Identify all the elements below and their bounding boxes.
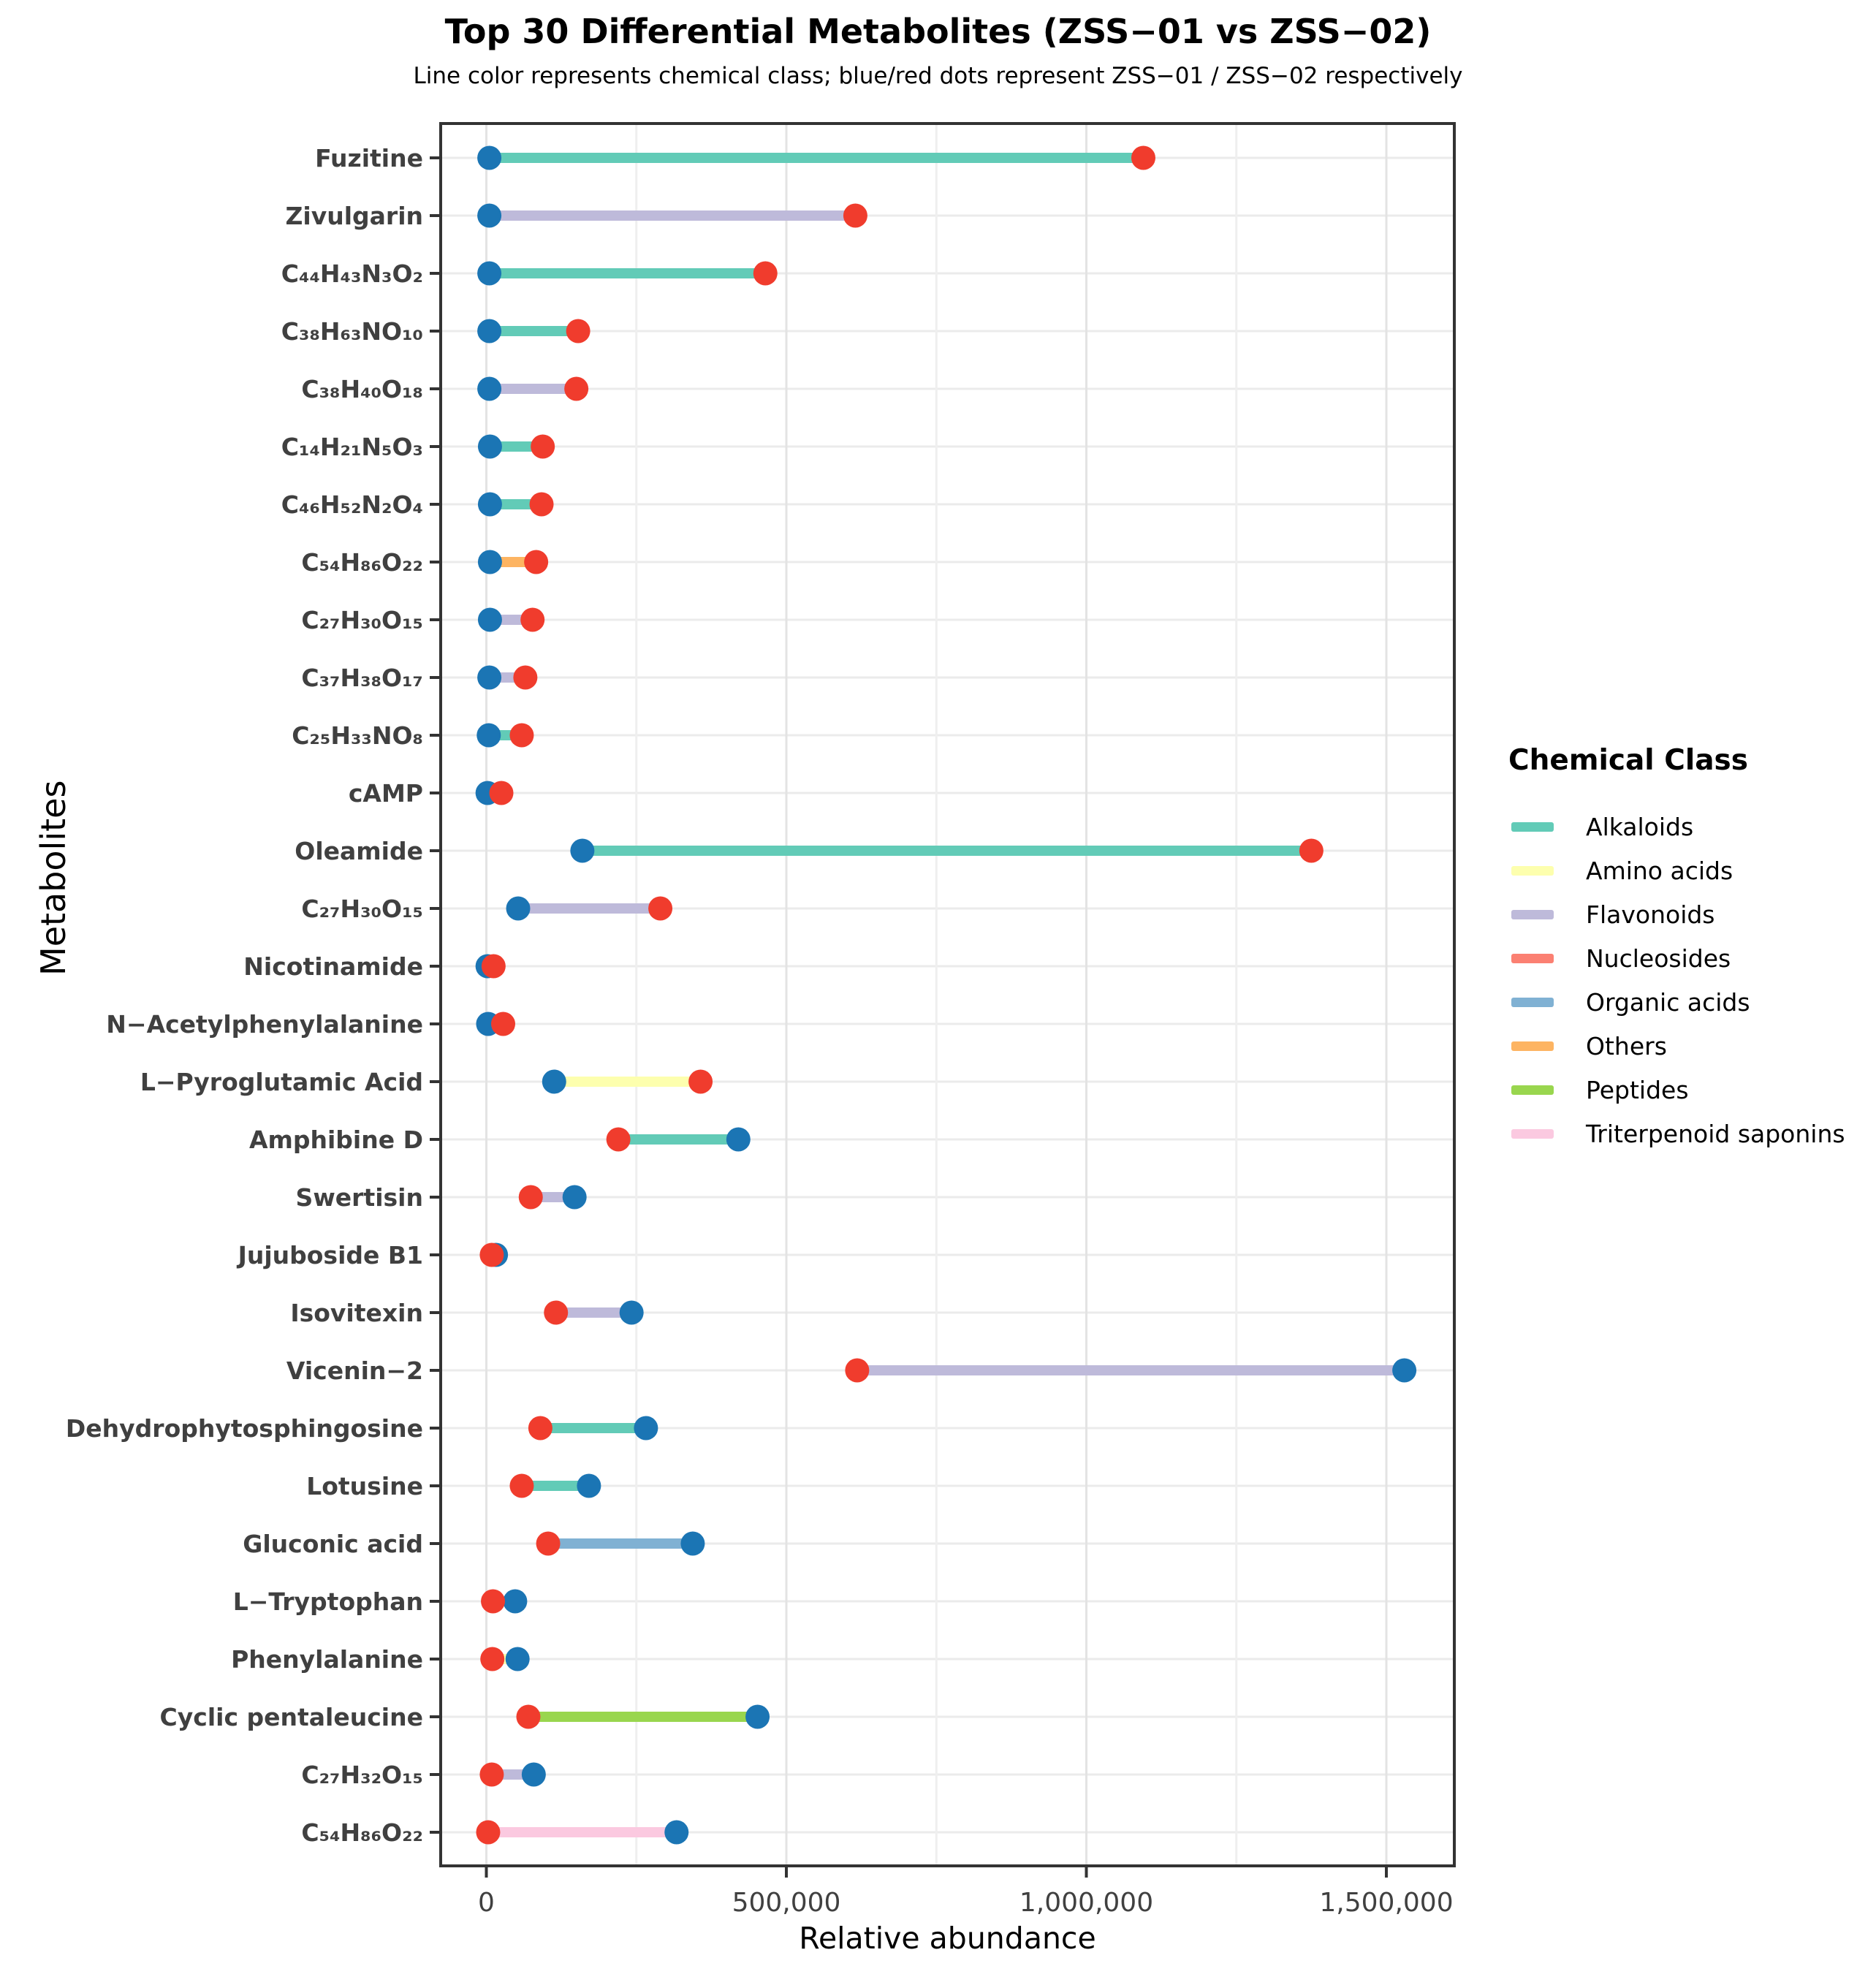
y-tick-label: C₅₄H₈₆O₂₂ [301,1818,423,1847]
dot-zss02 [531,435,555,459]
dot-zss01 [1392,1359,1416,1383]
dot-zss02 [513,666,537,690]
legend-item [1503,892,1876,936]
y-tick-label: Fuzitine [315,144,423,172]
metabolite-dumbbell-chart: Top 30 Differential Metabolites (ZSS−01 vs ZSS−02) Line color represents chemical class; blue/red dots represent ZSS−01 / ZSS−02 respectively Fuzitine Zivulgarin C₄₄H₄₃N₃O₂ C₃₈H₆₃NO₁₀ C₃₈H₄₀O₁₈ C₁₄H₂₁N₅O₃ C₄₆H₅₂N₂O₄ C₅₄H₈₆O₂₂ C₂₇H₃₀O₁₅ C₃₇H₃₈O₁₇ C₂₅H₃₃NO₈ cAMP Oleamide C₂₇H₃₀O₁₅ Nicotinamide N−Acetylphenylalanine L−Pyroglutamic Acid Amphibine D Swertisin Jujuboside B1 Isovitexin Vicenin−2 Dehydrophytosphingosine Lotusine Gluconic acid L−Tryptophan Phenylalanine Cyclic pentaleucine C₂₇H₃₂O₁₅ C₅₄H₈₆O₂₂ 0 500,000 1,000,000 1,500,000 Metabolites Relative abundance Chemical Class Alkaloids Amino acids Flavonoids Nucleosides Organic acids Others Peptides Triterpenoid saponins [0,0,1876,1966]
y-tick-label: Gluconic acid [243,1530,423,1558]
dot-zss01 [577,1474,601,1498]
dot-zss02 [536,1532,561,1556]
dot-zss01 [477,262,501,286]
legend-label: Nucleosides [1586,944,1731,973]
x-tick-label: 500,000 [732,1888,841,1918]
dot-zss01 [745,1705,770,1729]
x-tick-label: 1,000,000 [1019,1888,1154,1918]
dot-zss01 [478,435,502,459]
dot-zss02 [1131,146,1155,170]
y-tick-label: cAMP [348,779,423,808]
y-tick-label: Phenylalanine [231,1645,423,1674]
legend-item [1503,1068,1876,1112]
y-tick-label: Isovitexin [290,1299,423,1327]
dot-zss02 [524,550,548,574]
dot-zss02 [482,954,506,979]
dot-zss01 [620,1301,644,1325]
dot-zss02 [479,1763,504,1787]
legend-swatch-flavonoids [1511,910,1554,919]
y-tick-label: Zivulgarin [285,202,423,230]
dot-zss01 [477,146,501,170]
y-tick-label: C₃₇H₃₈O₁₇ [301,664,423,692]
legend-swatch-others [1511,1041,1554,1051]
dot-zss02 [688,1070,713,1094]
dot-zss01 [477,666,501,690]
x-tick-label: 0 [478,1888,495,1918]
legend-items [1503,805,1876,1155]
dot-zss02 [564,377,588,401]
y-tick-label: C₂₇H₃₂O₁₅ [301,1761,423,1789]
dot-zss01 [680,1532,705,1556]
dot-zss01 [664,1821,688,1845]
y-tick-label: Jujuboside B1 [238,1241,423,1269]
y-tick-label: Swertisin [295,1183,423,1212]
legend-title: Chemical Class [1508,744,1748,777]
y-tick-label: C₅₄H₈₆O₂₂ [301,548,423,577]
dot-zss01 [478,493,502,517]
dot-zss02 [509,1474,533,1498]
legend-label: Others [1586,1031,1667,1060]
dot-zss01 [477,319,501,344]
dot-zss02 [648,897,672,921]
dot-zss01 [477,204,501,228]
dot-zss01 [726,1128,751,1152]
legend-label: Organic acids [1586,987,1750,1017]
y-tick-label: Lotusine [306,1472,423,1500]
chart-title: Top 30 Differential Metabolites (ZSS−01 vs ZSS−02) [444,12,1432,51]
y-tick-label: Cyclic pentaleucine [159,1703,423,1731]
dot-zss02 [519,1185,543,1210]
y-tick-label: C₄₆H₅₂N₂O₄ [281,490,423,519]
dot-zss01 [570,839,594,863]
y-tick-label: L−Tryptophan [232,1587,423,1616]
legend-label: Amino acids [1586,856,1733,885]
legend-swatch-nucleosides [1511,954,1554,963]
legend-item [1503,805,1876,849]
dot-zss01 [506,897,531,921]
legend-label: Triterpenoid saponins [1586,1119,1845,1148]
dot-zss02 [516,1705,540,1729]
legend-item [1503,936,1876,980]
y-tick-label: C₃₈H₆₃NO₁₀ [281,317,423,346]
dot-zss02 [509,724,533,748]
legend-swatch-organic-acids [1511,998,1554,1007]
dot-zss01 [506,1647,530,1671]
dot-zss01 [542,1070,566,1094]
dot-zss02 [490,781,514,805]
dot-zss01 [476,724,501,748]
panel-background [441,124,1454,1866]
dot-zss01 [522,1763,546,1787]
x-axis-title: Relative abundance [799,1921,1096,1956]
y-tick-label: C₁₄H₂₁N₅O₃ [281,433,423,461]
dot-zss01 [478,608,502,632]
dot-zss02 [1299,839,1324,863]
legend-label: Flavonoids [1586,900,1715,929]
dot-zss02 [491,1012,515,1036]
y-tick-label: N−Acetylphenylalanine [106,1010,423,1039]
chart-subtitle: Line color represents chemical class; blue/red dots represent ZSS−01 / ZSS−02 respectively [413,63,1463,89]
y-tick-label: C₂₇H₃₀O₁₅ [301,606,423,634]
dot-zss02 [544,1301,568,1325]
legend-item [1503,1112,1876,1155]
dot-zss02 [607,1128,631,1152]
y-tick-label: C₃₈H₄₀O₁₈ [301,375,423,403]
y-tick-label: Nicotinamide [243,952,423,981]
legend-swatch-amino-acids [1511,866,1554,876]
dot-zss02 [479,1243,504,1267]
dot-zss02 [843,204,867,228]
legend-swatch-triterpenoid-saponins [1511,1129,1554,1139]
y-tick-label: Dehydrophytosphingosine [65,1414,423,1443]
y-tick-label: C₂₅H₃₃NO₈ [292,721,423,750]
legend [1503,744,1876,1155]
dot-zss01 [634,1416,658,1441]
dot-zss02 [530,493,554,517]
dot-zss01 [503,1590,527,1614]
legend-label: Peptides [1586,1075,1689,1104]
legend-item [1503,849,1876,892]
dot-zss02 [528,1416,552,1441]
dot-zss01 [563,1185,587,1210]
dot-zss01 [478,550,502,574]
y-tick-label: Amphibine D [248,1126,423,1154]
legend-swatch-alkaloids [1511,822,1554,832]
y-tick-label: C₂₇H₃₀O₁₅ [301,895,423,923]
y-tick-label: L−Pyroglutamic Acid [140,1068,423,1096]
dot-zss02 [481,1590,505,1614]
y-tick-label: C₄₄H₄₃N₃O₂ [281,259,423,288]
dot-zss02 [520,608,544,632]
x-tick-label: 1,500,000 [1319,1888,1454,1918]
dot-zss02 [480,1647,504,1671]
dot-zss02 [845,1359,869,1383]
dot-zss01 [477,377,501,401]
dot-zss02 [566,319,590,344]
legend-swatch-peptides [1511,1085,1554,1095]
y-tick-label: Oleamide [295,837,423,865]
dot-zss02 [753,262,778,286]
legend-item [1503,980,1876,1024]
legend-label: Alkaloids [1586,812,1694,841]
dot-zss02 [476,1821,500,1845]
y-tick-label: Vicenin−2 [286,1356,423,1385]
legend-item [1503,1024,1876,1068]
